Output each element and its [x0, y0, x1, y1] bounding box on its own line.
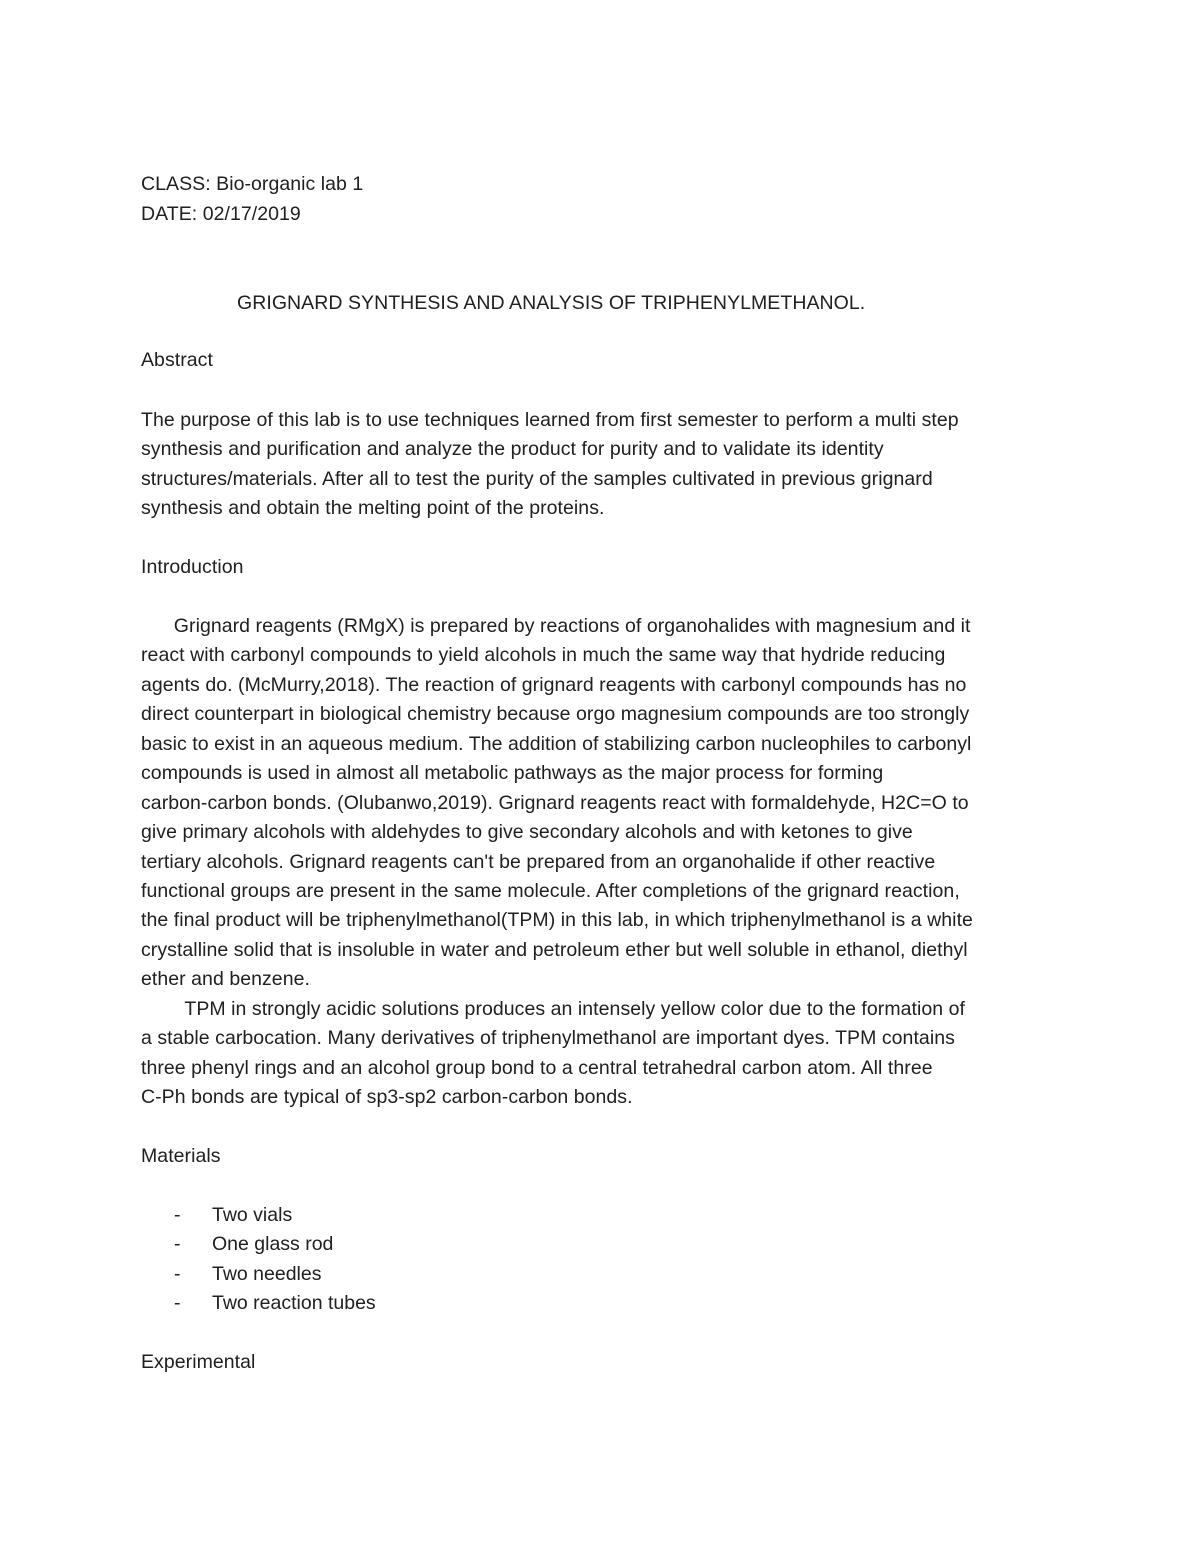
- abstract-line: structures/materials. After all to test the purity of the samples cultivated in previous grignard: [141, 468, 933, 490]
- introduction-line: carbon-carbon bonds. (Olubanwo,2019). Grignard reagents react with formaldehyde, H2C=O to: [141, 792, 969, 814]
- introduction-line: crystalline solid that is insoluble in water and petroleum ether but well soluble in ethanol, diethyl: [141, 939, 968, 961]
- introduction-line: a stable carbocation. Many derivatives of triphenylmethanol are important dyes. TPM contains: [141, 1027, 955, 1049]
- introduction-line: Grignard reagents (RMgX) is prepared by reactions of organohalides with magnesium and it: [141, 615, 971, 637]
- abstract-line: The purpose of this lab is to use techniques learned from first semester to perform a multi step: [141, 409, 959, 431]
- list-item: Two needles: [212, 1263, 322, 1285]
- date-line: DATE: 02/17/2019: [141, 203, 301, 225]
- introduction-line: tertiary alcohols. Grignard reagents can't be prepared from an organohalide if other reactive: [141, 851, 936, 873]
- introduction-line: agents do. (McMurry,2018). The reaction of grignard reagents with carbonyl compounds has no: [141, 674, 967, 696]
- introduction-line: the final product will be triphenylmethanol(TPM) in this lab, in which triphenylmethanol is a white: [141, 909, 973, 931]
- materials-heading: Materials: [141, 1145, 221, 1167]
- list-bullet: -: [174, 1233, 181, 1255]
- list-bullet: -: [174, 1204, 181, 1226]
- introduction-line: direct counterpart in biological chemistry because orgo magnesium compounds are too strongly: [141, 703, 970, 725]
- introduction-line: react with carbonyl compounds to yield alcohols in much the same way that hydride reducing: [141, 644, 946, 666]
- introduction-line: ether and benzene.: [141, 968, 310, 990]
- introduction-line: three phenyl rings and an alcohol group bond to a central tetrahedral carbon atom. All three: [141, 1057, 933, 1079]
- introduction-line: give primary alcohols with aldehydes to give secondary alcohols and with ketones to give: [141, 821, 913, 843]
- introduction-line: C-Ph bonds are typical of sp3-sp2 carbon-carbon bonds.: [141, 1086, 633, 1108]
- introduction-line: compounds is used in almost all metabolic pathways as the major process for forming: [141, 762, 884, 784]
- introduction-line: basic to exist in an aqueous medium. The addition of stabilizing carbon nucleophiles to carbonyl: [141, 733, 972, 755]
- abstract-line: synthesis and purification and analyze the product for purity and to validate its identity: [141, 438, 884, 460]
- list-item: One glass rod: [212, 1233, 334, 1255]
- list-bullet: -: [174, 1263, 181, 1285]
- abstract-line: synthesis and obtain the melting point of the proteins.: [141, 497, 605, 519]
- document-title: GRIGNARD SYNTHESIS AND ANALYSIS OF TRIPHENYLMETHANOL.: [237, 292, 866, 314]
- class-line: CLASS: Bio-organic lab 1: [141, 173, 364, 195]
- introduction-line: TPM in strongly acidic solutions produces an intensely yellow color due to the formation of: [141, 998, 965, 1020]
- introduction-line: functional groups are present in the same molecule. After completions of the grignard reaction,: [141, 880, 960, 902]
- list-item: Two vials: [212, 1204, 293, 1226]
- introduction-heading: Introduction: [141, 556, 244, 578]
- list-item: Two reaction tubes: [212, 1292, 376, 1314]
- experimental-heading: Experimental: [141, 1351, 256, 1373]
- list-bullet: -: [174, 1292, 181, 1314]
- abstract-heading: Abstract: [141, 349, 213, 371]
